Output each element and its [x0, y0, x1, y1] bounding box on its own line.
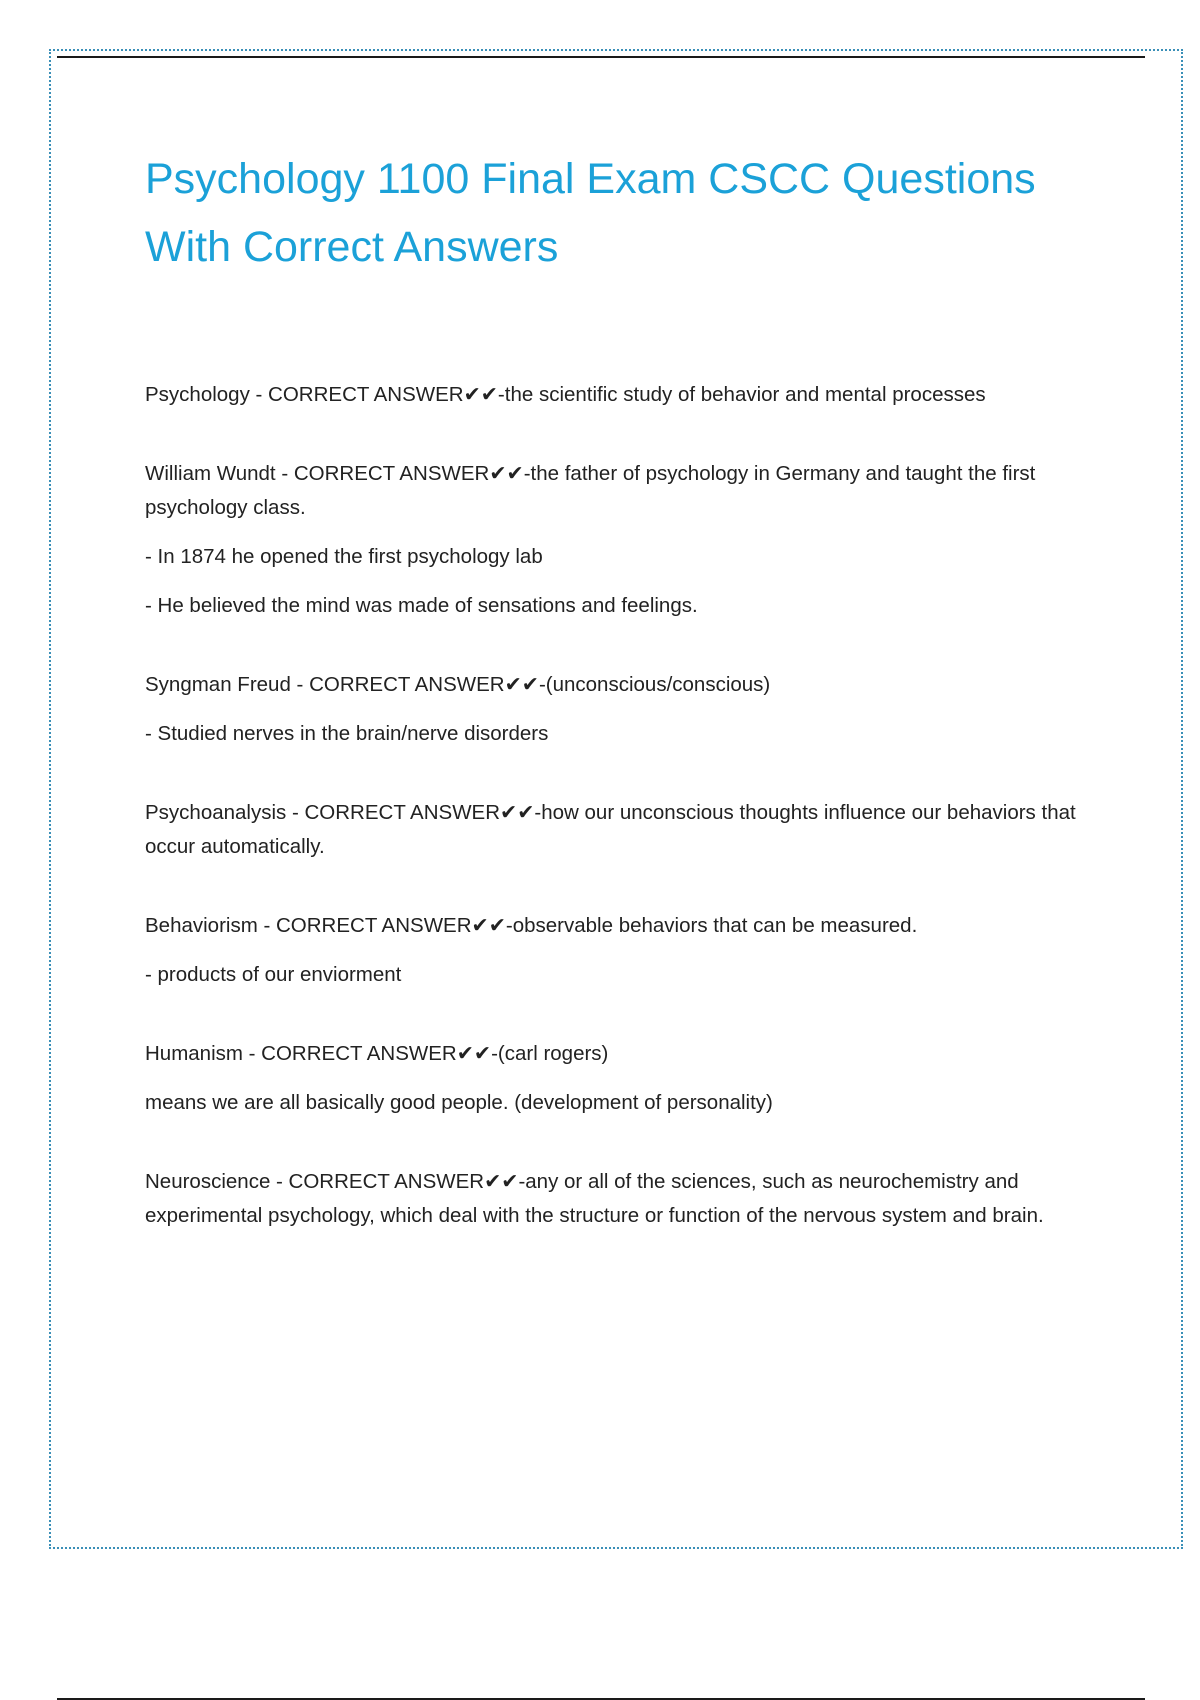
qa-entry-psychoanalysis — [145, 796, 1090, 864]
entry-text: Behaviorism - CORRECT ANSWER✔✔-observable behaviors that can be measured. — [145, 914, 918, 937]
title-line-2: With Correct Answers — [145, 223, 559, 271]
entry-detail: - In 1874 he opened the first psychology lab — [145, 545, 543, 568]
entry-text: Neuroscience - CORRECT ANSWER✔✔-any or all of the sciences, such as neurochemistry and experimental psychology, which deal with the structure or function of the nervous system and brain. — [145, 1170, 1044, 1227]
entry-text: Psychology - CORRECT ANSWER✔✔-the scientific study of behavior and mental processes — [145, 383, 986, 406]
qa-list — [145, 378, 1090, 1278]
entry-text: Humanism - CORRECT ANSWER✔✔-(carl rogers) — [145, 1042, 609, 1065]
entry-text: Syngman Freud - CORRECT ANSWER✔✔-(unconscious/conscious) — [145, 673, 771, 696]
document-title — [145, 145, 1085, 281]
qa-entry-behaviorism — [145, 909, 1090, 992]
entry-text: William Wundt - CORRECT ANSWER✔✔-the father of psychology in Germany and taught the first psychology class. — [145, 462, 1036, 519]
entry-detail: means we are all basically good people. (development of personality) — [145, 1091, 773, 1114]
entry-detail: - Studied nerves in the brain/nerve disorders — [145, 722, 549, 745]
qa-entry-syngman-freud — [145, 668, 1090, 751]
header-rule — [57, 56, 1145, 58]
qa-entry-neuroscience — [145, 1165, 1090, 1233]
qa-entry-humanism — [145, 1037, 1090, 1120]
qa-entry-psychology — [145, 378, 1090, 412]
entry-text: Psychoanalysis - CORRECT ANSWER✔✔-how our unconscious thoughts influence our behaviors that occur automatically. — [145, 801, 1076, 858]
title-line-1: Psychology 1100 Final Exam CSCC Questions — [145, 155, 1036, 203]
entry-detail: - He believed the mind was made of sensations and feelings. — [145, 594, 698, 617]
qa-entry-william-wundt — [145, 457, 1090, 623]
entry-detail: - products of our enviorment — [145, 963, 402, 986]
